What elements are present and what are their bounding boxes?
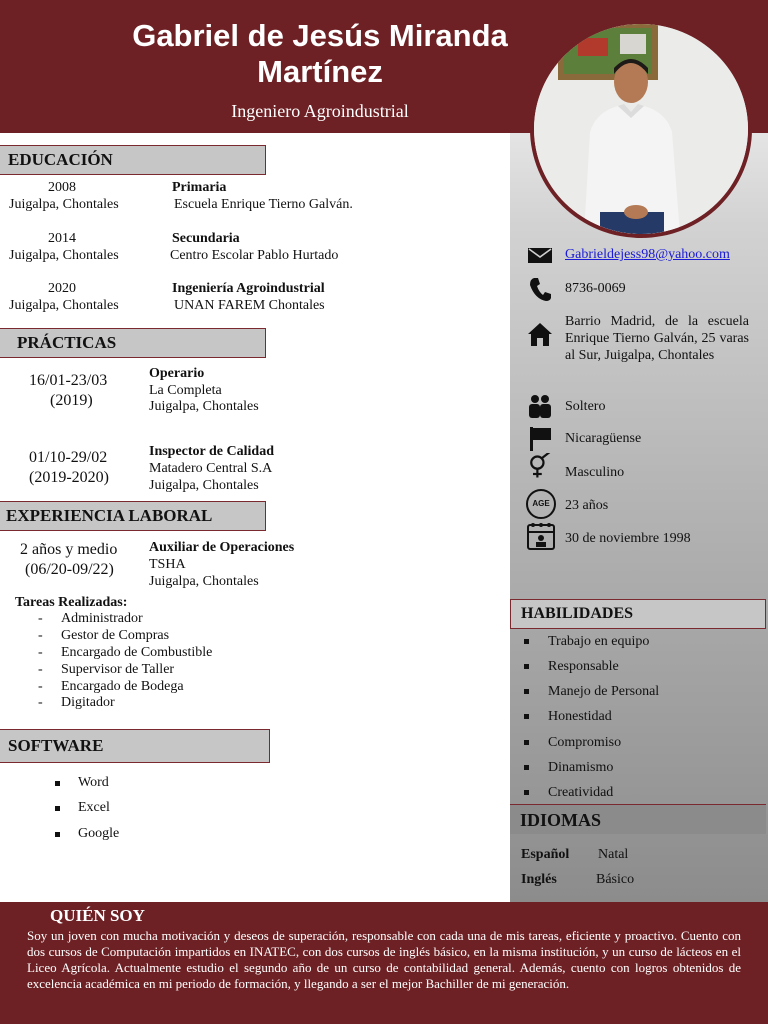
age: 23 años (565, 498, 609, 513)
civil-status: Soltero (565, 399, 606, 414)
edu-place: Juigalpa, Chontales (9, 298, 119, 313)
task-label: Gestor de Compras (61, 628, 170, 643)
name-line-2: Martínez (257, 54, 383, 89)
age-icon: AGE (526, 489, 556, 519)
skill-label: Creatividad (548, 785, 614, 800)
practice-company: Matadero Central S.A (149, 461, 273, 476)
section-heading-quien-soy: QUIÉN SOY (50, 906, 145, 925)
phone-icon (526, 275, 554, 303)
profile-photo-illustration (534, 24, 748, 234)
candidate-name (60, 18, 580, 90)
language-level: Básico (596, 872, 635, 887)
experience-company: TSHA (149, 557, 186, 572)
contact-email-row (526, 241, 756, 269)
experience-duration: 2 años y medio (20, 541, 118, 558)
section-heading-practicas: PRÁCTICAS (0, 328, 266, 358)
gender: Masculino (565, 465, 625, 480)
edu-level: Ingeniería Agroindustrial (172, 281, 325, 296)
language-name: Español (521, 847, 570, 862)
birthdate: 30 de noviembre 1998 (565, 531, 691, 546)
edu-level: Secundaria (172, 231, 240, 246)
software-label: Word (78, 775, 109, 790)
task-label: Administrador (61, 611, 143, 626)
edu-level: Primaria (172, 180, 227, 195)
skill-label: Dinamismo (548, 760, 614, 775)
tasks-heading: Tareas Realizadas: (15, 595, 128, 610)
profession-title: Ingeniero Agroindustrial (231, 101, 409, 121)
skill-label: Trabajo en equipo (548, 634, 650, 649)
nationality-row (526, 425, 756, 453)
edu-year: 2014 (48, 231, 76, 246)
language-name: Inglés (521, 872, 557, 887)
practice-dates: 16/01-23/03 (29, 372, 108, 389)
skill-label: Manejo de Personal (548, 684, 660, 699)
contact-phone-row (526, 275, 756, 303)
software-label: Excel (78, 800, 110, 815)
gender-symbol-icon (526, 453, 554, 481)
software-label: Google (78, 826, 120, 841)
practice-place: Juigalpa, Chontales (149, 478, 259, 493)
edu-year: 2020 (48, 281, 76, 296)
practice-year: (2019) (50, 392, 93, 409)
language-level: Natal (598, 847, 629, 862)
profile-photo (530, 20, 752, 238)
name-line-1: Gabriel de Jesús Miranda (132, 18, 508, 53)
edu-school: Escuela Enrique Tierno Galván. (174, 197, 353, 212)
gender-row (526, 453, 756, 481)
edu-place: Juigalpa, Chontales (9, 197, 119, 212)
flag-icon (526, 425, 554, 453)
people-icon (526, 393, 554, 421)
edu-place: Juigalpa, Chontales (9, 248, 119, 263)
nationality: Nicaragüense (565, 431, 642, 446)
address: Barrio Madrid, de la escuela Enrique Tierno Galván, 25 varas al Sur, Juigalpa, Chontales (565, 314, 749, 363)
age-row (526, 489, 756, 519)
skill-label: Responsable (548, 659, 619, 674)
email-link[interactable]: Gabrieldejess98@yahoo.com (565, 247, 730, 262)
edu-school: Centro Escolar Pablo Hurtado (170, 248, 339, 263)
birthdate-row (526, 521, 756, 551)
section-heading-experiencia: EXPERIENCIA LABORAL (0, 501, 266, 531)
practice-place: Juigalpa, Chontales (149, 399, 259, 414)
experience-place: Juigalpa, Chontales (149, 574, 259, 589)
phone-number: 8736-0069 (565, 281, 626, 296)
practice-company: La Completa (149, 383, 222, 398)
section-heading-software: SOFTWARE (0, 729, 270, 763)
home-icon (526, 320, 554, 348)
experience-period: (06/20-09/22) (25, 561, 114, 578)
edu-school: UNAN FAREM Chontales (174, 298, 325, 313)
practice-role: Inspector de Calidad (149, 444, 274, 459)
section-heading-habilidades: HABILIDADES (510, 599, 766, 629)
skill-label: Compromiso (548, 735, 622, 750)
experience-role: Auxiliar de Operaciones (149, 540, 295, 555)
task-label: Encargado de Bodega (61, 679, 184, 694)
skill-label: Honestidad (548, 709, 612, 724)
task-label: Supervisor de Taller (61, 662, 175, 677)
section-heading-idiomas: IDIOMAS (510, 804, 766, 834)
envelope-icon (526, 241, 554, 269)
practice-year: (2019-2020) (29, 469, 109, 486)
civil-status-row (526, 393, 756, 421)
practice-role: Operario (149, 366, 205, 381)
task-label: Encargado de Combustible (61, 645, 213, 660)
edu-year: 2008 (48, 180, 76, 195)
about-me-text: Soy un joven con mucha motivación y deseos de superación, responsable con cada una de mis tareas, eficiente y proactivo. Cuento con dos cursos de Computación impartidos en INATEC, con dos cursos de inglés básico, en la misma institución, y un curso de lácteos en el Liceo Agrícola. Actualmente estudio el segundo año de un curso de contabilidad general. Además, cuento con logros obtenidos de excelencia académica en mi periodo de formación, y llegando a ser el mejor Bachiller de mi generación. (27, 928, 741, 991)
section-heading-educacion: EDUCACIÓN (0, 145, 266, 175)
task-label: Digitador (61, 695, 115, 710)
calendar-icon (526, 521, 556, 551)
practice-dates: 01/10-29/02 (29, 449, 108, 466)
